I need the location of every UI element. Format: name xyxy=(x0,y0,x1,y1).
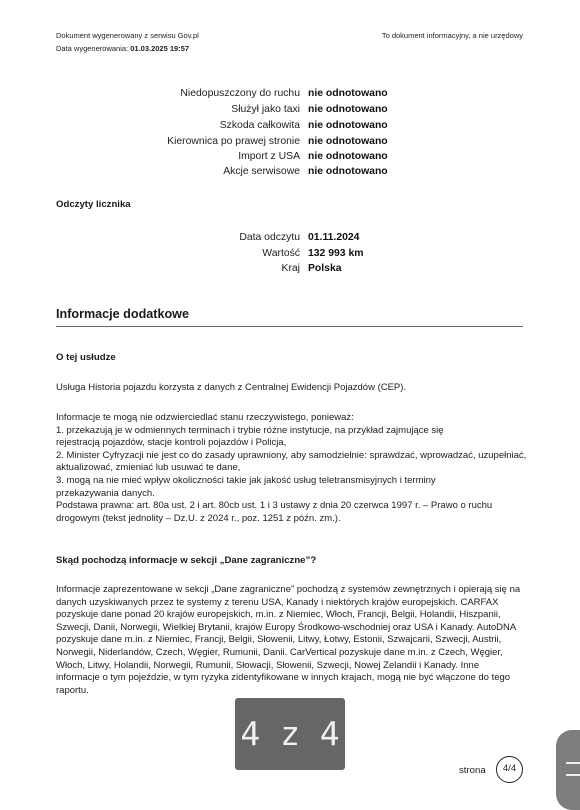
generated-at-value: 01.03.2025 19:57 xyxy=(130,44,190,53)
flag-row xyxy=(0,134,580,149)
flag-label: Import z USA xyxy=(238,151,300,162)
odometer-label: Kraj xyxy=(281,263,300,274)
about-service-paragraph-2: Informacje te mogą nie odzwierciedlać stanu rzeczywistego, ponieważ: 1. przekazują je w odmiennych terminach i trybie różne instytucje, na przykład zajmujące się rejestracją pojazdów, stacje kontroli pojazdów i Policja, 2. Minister Cyfryzacji nie jest co do zasady uprawniony, aby samodzielnie: sprawdzać, wprowadzać, uzupełniać, aktualizować, zmieniać lub usuwać te dane, 3. mogą na nie mieć wpływ okoliczności takie jak jakość usług teletransmisyjnych i terminy przekazywania danych. Podstawa prawna: art. 80a ust. 2 i art. 80cb ust. 1 i 3 ustawy z dnia 20 czerwca 1997 r. – Prawo o ruchu drogowym (tekst jednolity – Dz.U. z 2024 r., poz. 1251 z późn. zm.). xyxy=(56,412,527,524)
flag-label: Kierownica po prawej stronie xyxy=(167,136,300,147)
odometer-label: Wartość xyxy=(262,248,300,259)
odometer-row xyxy=(0,230,580,245)
disclaimer-text: To dokument informacyjny, a nie urzędowy xyxy=(381,31,523,40)
flag-label: Niedopuszczony do ruchu xyxy=(180,88,300,99)
flag-row xyxy=(0,164,580,179)
menu-lines-icon-bar xyxy=(566,774,580,776)
foreign-data-title: Skąd pochodzą informacje w sekcji „Dane zagraniczne”? xyxy=(56,555,317,566)
odometer-title: Odczyty licznika xyxy=(56,199,131,210)
flag-row xyxy=(0,86,580,101)
odometer-value: 132 993 km xyxy=(308,248,364,259)
side-menu-handle[interactable] xyxy=(556,730,580,810)
page-indicator-button[interactable]: 4/4 xyxy=(496,756,523,783)
page-number-overlay xyxy=(235,698,345,770)
odometer-label: Data odczytu xyxy=(239,232,300,243)
about-service-title: O tej usłudze xyxy=(56,352,116,363)
generated-by-text: Dokument wygenerowany z serwisu Gov.pl xyxy=(56,31,199,40)
about-service-paragraph-1: Usługa Historia pojazdu korzysta z danych z Centralnej Ewidencji Pojazdów (CEP). xyxy=(56,382,407,393)
flag-value: nie odnotowano xyxy=(308,104,388,115)
odometer-row xyxy=(0,261,580,276)
flag-row xyxy=(0,149,580,164)
foreign-data-paragraph: Informacje zaprezentowane w sekcji „Dane zagraniczne” pochodzą z systemów zewnętrznych i opierają się na danych uzyskiwanych przez te systemy z terenu USA, Kanady i niektórych krajów europejskich. CARFAX pozyskuje dane ponad 20 krajów europejskich, m.in. z Niemiec, Włoch, Francji, Belgii, Holandii, Hiszpanii, Szwecji, Danii, Norwegii, Wielkiej Brytanii, krajów Europy Środkowo-wschodniej oraz USA i Kanady. AutoDNA pozyskuje dane m.in. z Niemiec, Francji, Belgii, Słowenii, Litwy, Łotwy, Estonii, Szwajcarii, Szwecji, Austrii, Norwegii, Niderlandów, Czech, Węgier, Rumunii, Danii. CarVertical pozyskuje dane m.in. z Czech, Węgier, Włoch, Litwy, Holandii, Norwegii, Rumunii, Słowacji, Słowenii, Szwecji, Nowej Zelandii i Kanady. Inne informacje o tym pojeździe, w tym ryzyka zidentyfikowane w innych krajach, mogą nie być włączone do tego raportu. xyxy=(56,584,521,696)
generated-at xyxy=(56,44,189,53)
flag-value: nie odnotowano xyxy=(308,166,388,177)
flag-row xyxy=(0,102,580,117)
flag-value: nie odnotowano xyxy=(308,88,388,99)
section-divider xyxy=(56,326,523,327)
odometer-value: Polska xyxy=(308,263,342,274)
flag-row xyxy=(0,118,580,133)
flag-value: nie odnotowano xyxy=(308,136,388,147)
flag-value: nie odnotowano xyxy=(308,120,388,131)
odometer-value: 01.11.2024 xyxy=(308,232,360,243)
flag-value: nie odnotowano xyxy=(308,151,388,162)
page-label: strona xyxy=(459,765,486,776)
odometer-row xyxy=(0,246,580,261)
flag-label: Akcje serwisowe xyxy=(223,166,300,177)
menu-lines-icon xyxy=(566,762,580,764)
flag-label: Szkoda całkowita xyxy=(219,120,300,131)
generated-at-label: Data wygenerowania: xyxy=(56,44,129,53)
page-number-overlay-text: 4 z 4 xyxy=(240,714,340,753)
flag-label: Służył jako taxi xyxy=(231,104,300,115)
additional-info-title: Informacje dodatkowe xyxy=(56,307,189,321)
